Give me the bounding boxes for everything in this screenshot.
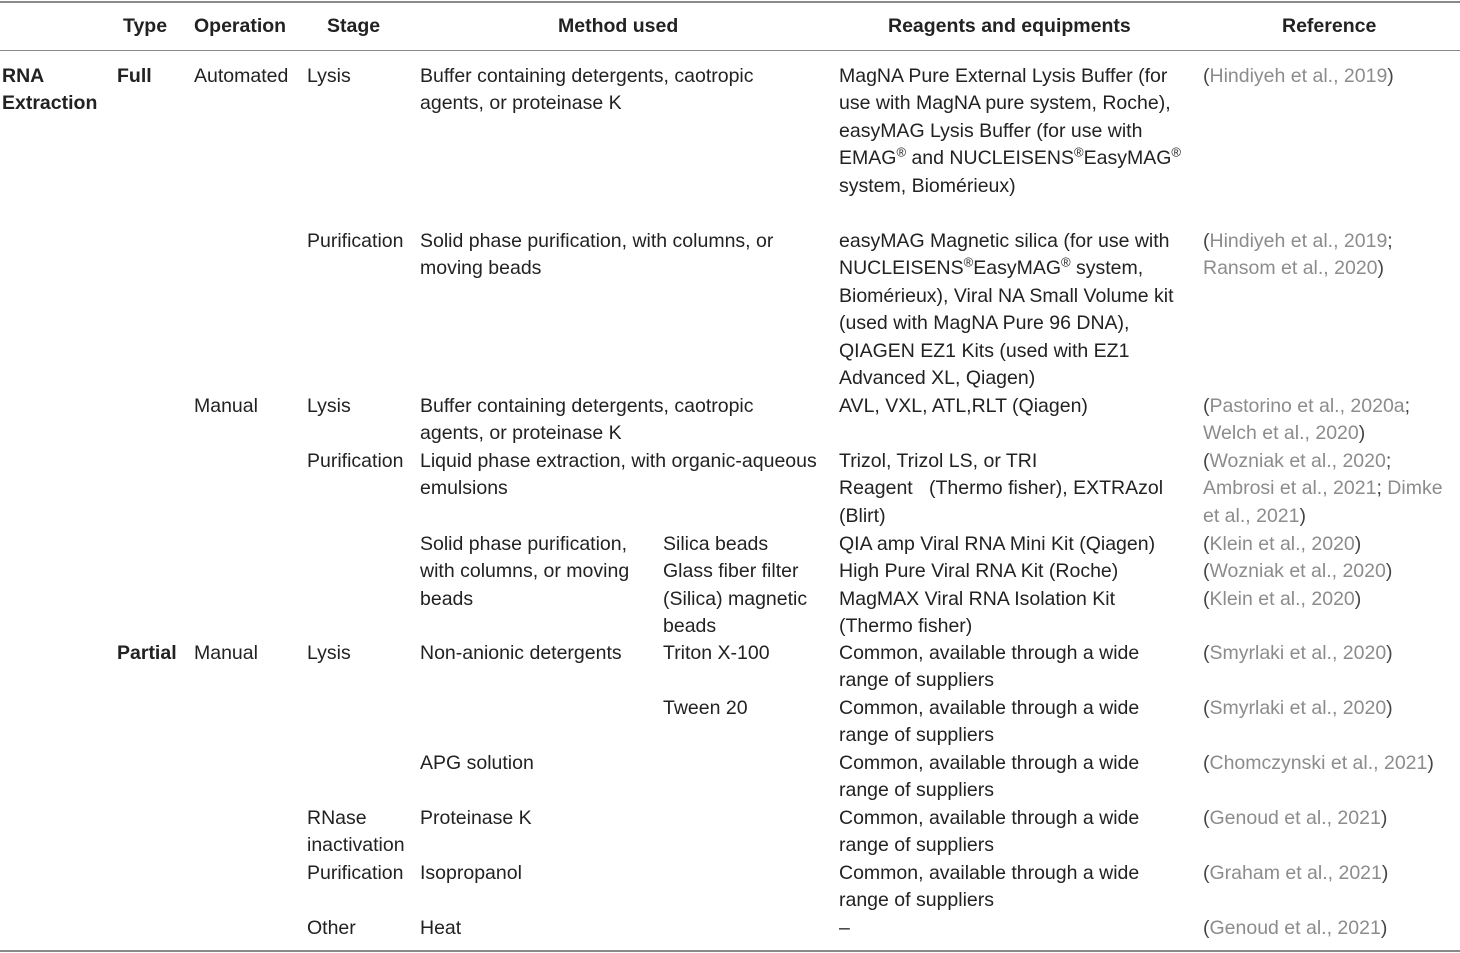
reference-cell: (Chomczynski et al., 2021)	[1203, 752, 1434, 774]
reference-cell: (Wozniak et al., 2020)	[1203, 560, 1393, 582]
stage-cell: Other	[307, 917, 356, 939]
sub-method-cell: Silica beads	[663, 533, 769, 555]
reference-cell: (Graham et al., 2021)	[1203, 862, 1389, 884]
sub-method-cell: (Silica) magnetic beads	[663, 588, 808, 638]
stage-cell: Purification	[307, 230, 404, 252]
method-cell: Buffer containing detergents, caotropic agents, or proteinase K	[420, 395, 754, 445]
reagents-cell: easyMAG Magnetic silica (for use with NUCLEISENS®EasyMAG® system, Biomérieux), Viral NA Small Volume kit (used with MagNA Pure 96 DNA), QIAGEN EZ1 Kits (used with EZ1 Advanced XL, Qiagen)	[839, 230, 1174, 390]
stage-cell: Lysis	[307, 395, 351, 417]
reagents-cell: Trizol, Trizol LS, or TRI Reagent (Thermo fisher), EXTRAzol (Blirt)	[839, 450, 1164, 527]
header-rule	[0, 50, 1460, 51]
reagents-cell: High Pure Viral RNA Kit (Roche)	[839, 560, 1119, 582]
reagents-cell: AVL, VXL, ATL,RLT (Qiagen)	[839, 395, 1088, 417]
header-reference: Reference	[1282, 15, 1377, 37]
reference-cell: (Klein et al., 2020)	[1203, 588, 1362, 610]
stage-cell: Purification	[307, 862, 404, 884]
method-cell: Heat	[420, 917, 462, 939]
stage-cell: Purification	[307, 450, 404, 472]
method-cell: Solid phase purification, with columns, or moving beads	[420, 533, 630, 610]
operation-automated: Automated	[194, 65, 289, 87]
operation-manual: Manual	[194, 642, 258, 664]
reference-cell: (Hindiyeh et al., 2019; Ransom et al., 2020)	[1203, 230, 1393, 280]
stage-cell: RNase inactivation	[307, 807, 405, 857]
reagents-cell: –	[839, 917, 850, 939]
reference-cell: (Genoud et al., 2021)	[1203, 917, 1388, 939]
sub-method-cell: Glass fiber filter	[663, 560, 799, 582]
reagents-cell: Common, available through a wide range of suppliers	[839, 642, 1140, 692]
type-partial: Partial	[117, 642, 177, 664]
method-cell: Buffer containing detergents, caotropic agents, or proteinase K	[420, 65, 754, 115]
sub-method-cell: Tween 20	[663, 697, 748, 719]
bottom-rule	[0, 950, 1460, 952]
reagents-cell: Common, available through a wide range of suppliers	[839, 752, 1140, 802]
header-operation: Operation	[194, 15, 287, 37]
method-cell: Proteinase K	[420, 807, 532, 829]
type-full: Full	[117, 65, 152, 87]
reference-cell: (Pastorino et al., 2020a; Welch et al., 2020)	[1203, 395, 1411, 445]
reagents-cell: Common, available through a wide range of suppliers	[839, 697, 1140, 747]
method-cell: APG solution	[420, 752, 534, 774]
reagents-cell: MagNA Pure External Lysis Buffer (for use with MagNA pure system, Roche), easyMAG Lysis Buffer (for use with EMAG® and NUCLEISENS®EasyMAG® system, Biomérieux)	[839, 65, 1181, 197]
header-stage: Stage	[327, 15, 381, 37]
reference-cell: (Klein et al., 2020)	[1203, 533, 1362, 555]
operation-manual: Manual	[194, 395, 258, 417]
reagents-cell: QIA amp Viral RNA Mini Kit (Qiagen)	[839, 533, 1156, 555]
reagents-cell: Common, available through a wide range of suppliers	[839, 807, 1140, 857]
method-cell: Liquid phase extraction, with organic-aqueous emulsions	[420, 450, 817, 500]
header-method: Method used	[558, 15, 679, 37]
reference-cell: (Genoud et al., 2021)	[1203, 807, 1388, 829]
header-type: Type	[123, 15, 168, 37]
reference-cell: (Smyrlaki et al., 2020)	[1203, 697, 1393, 719]
stage-cell: Lysis	[307, 642, 351, 664]
method-cell: Solid phase purification, with columns, or moving beads	[420, 230, 774, 280]
stage-cell: Lysis	[307, 65, 351, 87]
method-cell: Non-anionic detergents	[420, 642, 622, 664]
reference-cell: (Wozniak et al., 2020; Ambrosi et al., 2021; Dimke et al., 2021)	[1203, 450, 1443, 527]
method-cell: Isopropanol	[420, 862, 522, 884]
top-rule	[0, 1, 1460, 3]
sub-method-cell: Triton X-100	[663, 642, 770, 664]
reference-cell: (Hindiyeh et al., 2019)	[1203, 65, 1394, 87]
reagents-cell: MagMAX Viral RNA Isolation Kit (Thermo fisher)	[839, 588, 1115, 638]
reagents-cell: Common, available through a wide range of suppliers	[839, 862, 1140, 912]
reference-cell: (Smyrlaki et al., 2020)	[1203, 642, 1393, 664]
header-reagents: Reagents and equipments	[888, 15, 1131, 37]
category-label: RNA Extraction	[2, 65, 98, 115]
